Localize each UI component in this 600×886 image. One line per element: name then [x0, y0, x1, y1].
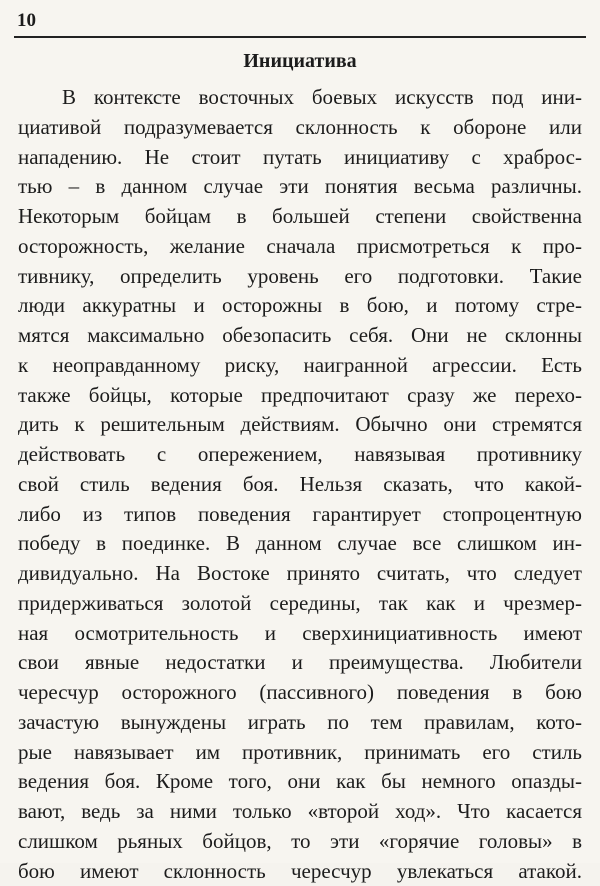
text-line: действовать с опережением, навязывая противнику: [18, 440, 582, 470]
text-line: циативой подразумевается склонность к обороне или: [18, 113, 582, 143]
section-title: Инициатива: [0, 48, 600, 74]
text-line: нападению. Не стоит путать инициативу с храброс-: [18, 143, 582, 173]
text-line: зачастую вынуждены играть по тем правилам, кото-: [18, 708, 582, 738]
text-line: слишком рьяных бойцов, то эти «горячие головы» в: [18, 827, 582, 857]
text-line: рые навязывает им противник, принимать его стиль: [18, 738, 582, 768]
text-line: также бойцы, которые предпочитают сразу же перехо-: [18, 381, 582, 411]
text-line: ведения боя. Кроме того, они как бы немного опазды-: [18, 767, 582, 797]
body-text: [18, 83, 582, 886]
text-line: Некоторым бойцам в большей степени свойственна: [18, 202, 582, 232]
text-line: В контексте восточных боевых искусств под ини-: [18, 83, 582, 113]
text-line: придерживаться золотой середины, так как и чрезмер-: [18, 589, 582, 619]
text-line: ная осмотрительность и сверхинициативность имеют: [18, 619, 582, 649]
text-line: вают, ведь за ними только «второй ход». Что касается: [18, 797, 582, 827]
text-line: либо из типов поведения гарантирует стопроцентную: [18, 500, 582, 530]
text-line: люди аккуратны и осторожны в бою, и потому стре-: [18, 291, 582, 321]
header-rule: [14, 36, 586, 38]
page-number: 10: [17, 10, 36, 32]
text-line: мятся максимально обезопасить себя. Они не склонны: [18, 321, 582, 351]
text-line: бою имеют склонность чересчур увлекаться атакой.: [18, 857, 582, 886]
text-line: победу в поединке. В данном случае все слишком ин-: [18, 529, 582, 559]
text-line: тью – в данном случае эти понятия весьма различны.: [18, 172, 582, 202]
text-line: к неоправданному риску, наигранной агрессии. Есть: [18, 351, 582, 381]
text-line: дивидуально. На Востоке принято считать, что следует: [18, 559, 582, 589]
text-line: свои явные недостатки и преимущества. Любители: [18, 648, 582, 678]
text-line: свой стиль ведения боя. Нельзя сказать, что какой-: [18, 470, 582, 500]
text-line: дить к решительным действиям. Обычно они стремятся: [18, 410, 582, 440]
text-line: осторожность, желание сначала присмотреться к про-: [18, 232, 582, 262]
text-line: чересчур осторожного (пассивного) поведения в бою: [18, 678, 582, 708]
text-line: тивнику, определить уровень его подготовки. Такие: [18, 262, 582, 292]
